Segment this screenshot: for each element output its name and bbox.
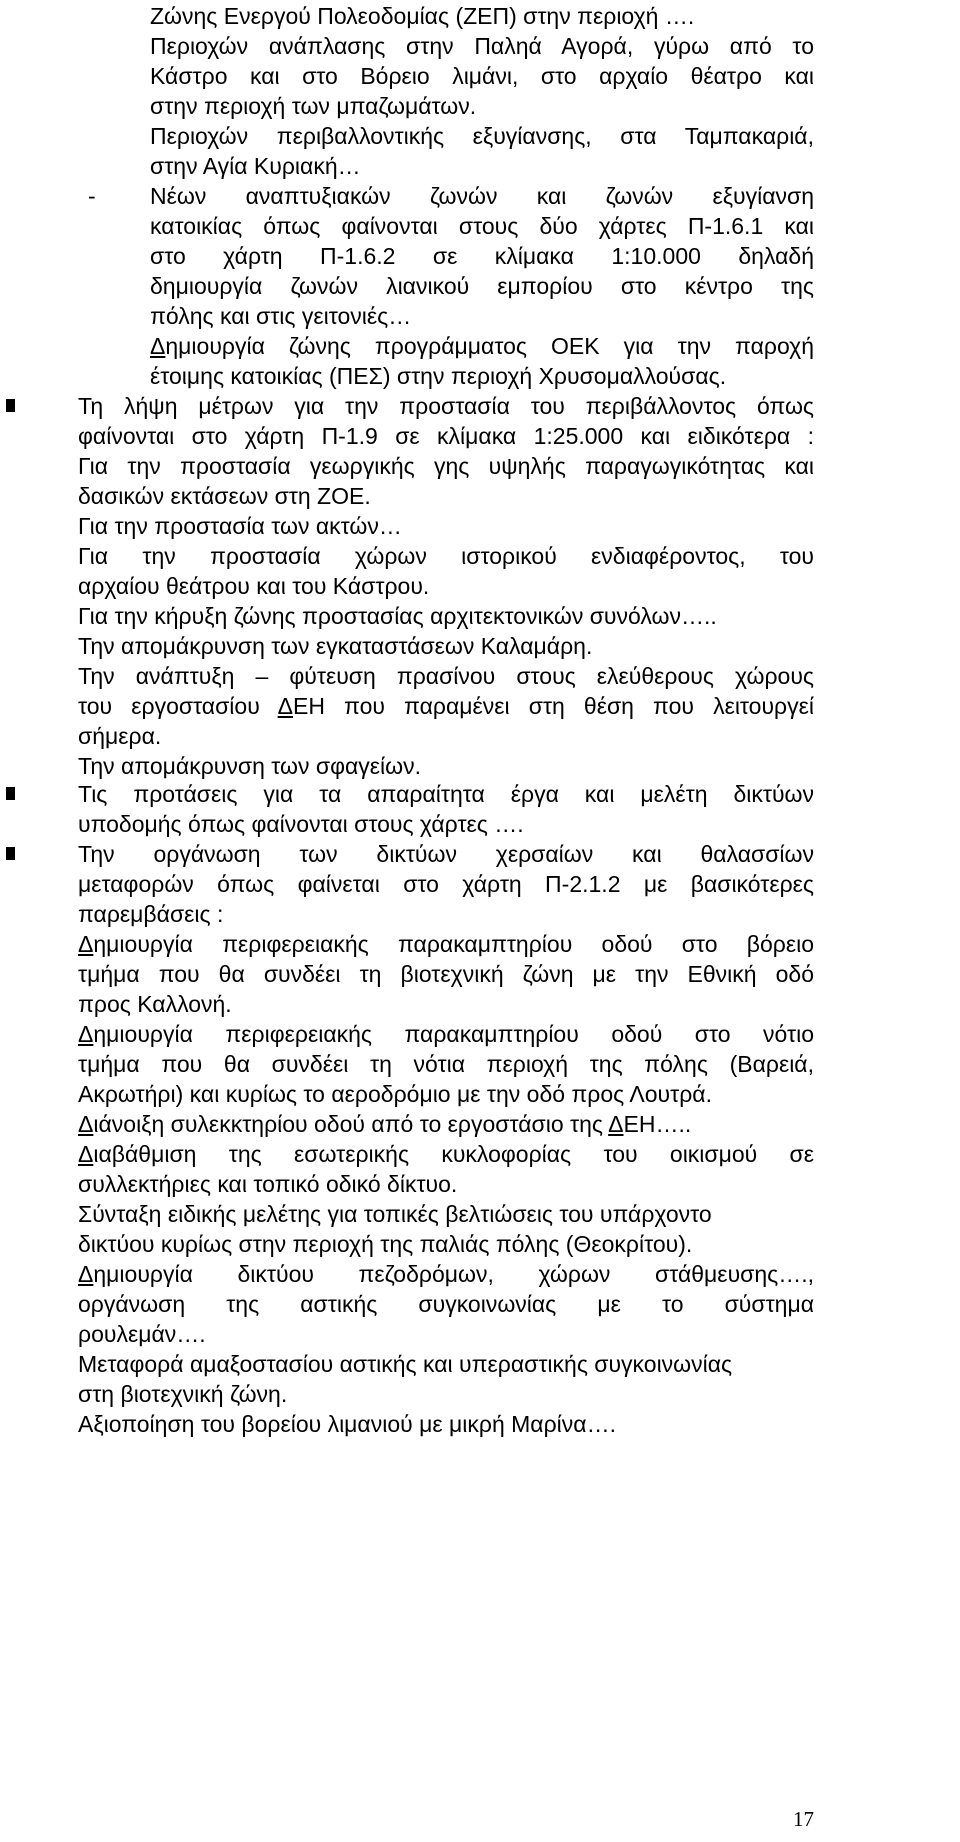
underlined-letter: Δ [78, 1021, 94, 1047]
text-line [78, 929, 814, 959]
underlined-letter: Δ [78, 1141, 94, 1167]
text-span: ημιουργία δικτύου πεζοδρόμων, χώρων στάθμευσης…., [93, 1261, 814, 1287]
text-line: φαίνονται στο χάρτη Π-1.9 σε κλίμακα 1:25.000 και ειδικότερα : [78, 423, 814, 449]
text-span: ημιουργία περιφερειακής παρακαμπτηρίου οδού στο νότιο [93, 1021, 814, 1047]
text-line [150, 331, 814, 361]
underlined-letter: Δ [78, 1111, 94, 1137]
text-line: αρχαίου θεάτρου και του Κάστρου. [78, 573, 430, 599]
text-line: Περιοχών περιβαλλοντικής εξυγίανσης, στα Ταμπακαριά, [150, 123, 814, 149]
text-line: σήμερα. [78, 723, 162, 749]
text-line: έτοιμης κατοικίας (ΠΕΣ) στην περιοχή Χρυσομαλλούσας. [150, 363, 727, 389]
underlined-letter: Δ [78, 1261, 94, 1287]
text-line: Ακρωτήρι) και κυρίως το αεροδρόμιο με την οδό προς Λουτρά. [78, 1081, 712, 1107]
text-line: δασικών εκτάσεων στη ΖΟΕ. [78, 483, 371, 509]
bullet-icon [6, 847, 15, 860]
text-line: Τη λήψη μέτρων για την προστασία του περιβάλλοντος όπως [78, 393, 814, 419]
text-span: ΕΗ….. [623, 1111, 692, 1137]
text-line: Την ανάπτυξη – φύτευση πρασίνου στους ελεύθερους χώρους [78, 663, 814, 689]
text-span: ιάνοιξη συλεκκτηρίου οδού από το εργοστάσιο της [93, 1111, 609, 1137]
underlined-letter: Δ [78, 931, 94, 957]
text-line: Για την κήρυξη ζώνης προστασίας αρχιτεκτονικών συνόλων….. [78, 603, 717, 629]
text-line: Την απομάκρυνση των εγκαταστάσεων Καλαμάρη. [78, 633, 593, 659]
text-line [78, 1109, 691, 1139]
text-line: Κάστρο και στο Βόρειο λιμάνι, στο αρχαίο θέατρο και [150, 63, 814, 89]
text-span: του εργοστασίου [78, 693, 278, 719]
text-line: τμήμα που θα συνδέει τη νότια περιοχή της πόλης (Βαρειά, [78, 1051, 814, 1077]
text-line [78, 691, 814, 721]
text-line: δικτύου κυρίως στην περιοχή της παλιάς πόλης (Θεοκρίτου). [78, 1231, 693, 1257]
page-number: 17 [793, 1807, 814, 1831]
text-line: παρεμβάσεις : [78, 901, 224, 927]
text-span: ιαβάθμιση της εσωτερικής κυκλοφορίας του οικισμού σε [93, 1141, 814, 1167]
text-line [78, 1019, 814, 1049]
text-line: Την απομάκρυνση των σφαγείων. [78, 753, 421, 779]
text-line: συλλεκτήριες και τοπικό οδικό δίκτυο. [78, 1171, 458, 1197]
text-line: υποδομής όπως φαίνονται στους χάρτες …. [78, 811, 524, 837]
text-line: κατοικίας όπως φαίνονται στους δύο χάρτες Π-1.6.1 και [150, 213, 814, 239]
bullet-icon [6, 399, 15, 412]
text-line: στην Αγία Κυριακή… [150, 153, 361, 179]
text-line: Τις προτάσεις για τα απαραίτητα έργα και μελέτη δικτύων [78, 781, 814, 807]
text-line: οργάνωση της αστικής συγκοινωνίας με το σύστημα [78, 1291, 814, 1317]
text-line: Μεταφορά αμαξοστασίου αστικής και υπεραστικής συγκοινωνίας [78, 1351, 733, 1377]
text-line: Την οργάνωση των δικτύων χερσαίων και θαλασσίων [78, 841, 814, 867]
text-span: ΕΗ που παραμένει στη θέση που λειτουργεί [293, 693, 815, 719]
text-line: Για την προστασία των ακτών… [78, 513, 402, 539]
text-line: στο χάρτη Π-1.6.2 σε κλίμακα 1:10.000 δηλαδή [150, 243, 814, 269]
underlined-letter: Δ [277, 693, 293, 719]
text-span: ημιουργία περιφερειακής παρακαμπτηρίου οδού στο βόρειο [93, 931, 814, 957]
text-line: Για την προστασία χώρων ιστορικού ενδιαφέροντος, του [78, 543, 814, 569]
text-line [78, 1139, 814, 1169]
text-line [78, 1259, 814, 1289]
dash-marker: - [88, 183, 96, 209]
text-line: μεταφορών όπως φαίνεται στο χάρτη Π-2.1.2 με βασικότερες [78, 871, 814, 897]
text-line: Σύνταξη ειδικής μελέτης για τοπικές βελτιώσεις του υπάρχοντο [78, 1201, 712, 1227]
text-line: προς Καλλονή. [78, 991, 232, 1017]
text-line: Για την προστασία γεωργικής γης υψηλής παραγωγικότητας και [78, 453, 814, 479]
text-line: στη βιοτεχνική ζώνη. [78, 1381, 288, 1407]
underlined-letter: Δ [150, 333, 166, 359]
text-line: τμήμα που θα συνδέει τη βιοτεχνική ζώνη με την Εθνική οδό [78, 961, 814, 987]
text-line: Περιοχών ανάπλασης στην Παληά Αγορά, γύρω από το [150, 33, 814, 59]
text-line: Νέων αναπτυξιακών ζωνών και ζωνών εξυγίανση [150, 183, 814, 209]
text-line: δημιουργία ζωνών λιανικού εμπορίου στο κέντρο της [150, 273, 814, 299]
text-line: ρουλεμάν…. [78, 1321, 206, 1347]
text-line: πόλης και στις γειτονιές… [150, 303, 412, 329]
text-span: ημιουργία ζώνης προγράμματος ΟΕΚ για την παροχή [165, 333, 814, 359]
underlined-letter: Δ [608, 1111, 624, 1137]
bullet-icon [6, 787, 15, 800]
text-line: Ζώνης Ενεργού Πολεοδομίας (ΖΕΠ) στην περιοχή …. [150, 3, 695, 29]
text-line: Αξιοποίηση του βορείου λιμανιού με μικρή Μαρίνα…. [78, 1411, 616, 1437]
text-line: στην περιοχή των μπαζωμάτων. [150, 93, 477, 119]
